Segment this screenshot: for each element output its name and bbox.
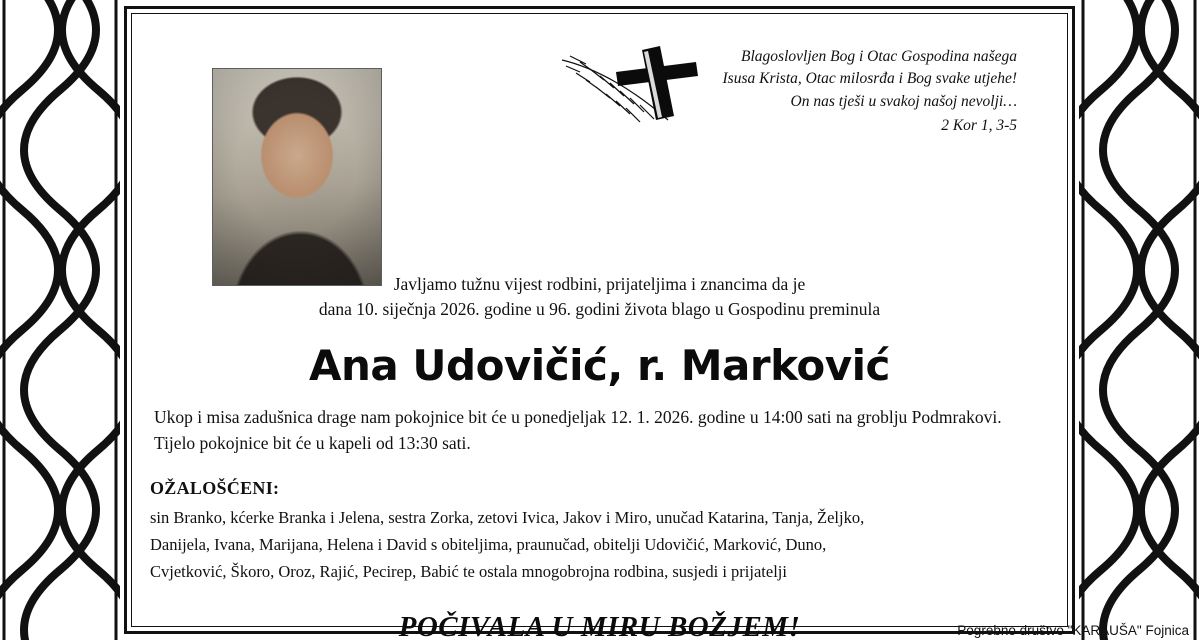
deceased-name: Ana Udovičić, r. Marković: [309, 340, 890, 390]
closing-message: POČIVALA U MIRU BOŽJEM!: [398, 611, 801, 640]
funeral-details: Ukop i misa zadušnica drage nam pokojnice bit će u ponedjeljak 12. 1. 2026. godine u 14:00 sati na groblju Podmrakovi. Tijelo pokojnice bit će u kapeli od 13:30 sati.: [154, 406, 1002, 453]
mourners-line-3: Cvjetković, Škoro, Oroz, Rajić, Pecirep, Babić te ostala mnogobrojna rodbina, susjedi i prijatelji: [150, 561, 787, 581]
funeral-company-credit: Pogrebno društvo "KARAUŠA" Fojnica: [957, 623, 1189, 638]
announcement-line-2: dana 10. siječnja 2026. godine u 96. godini života blago u Gospodinu preminula: [318, 299, 881, 320]
portrait-vignette: [213, 69, 381, 285]
mourners-heading: OŽALOŠĆENI:: [150, 478, 280, 499]
scripture-line-2: Isusa Krista, Otac milosrđa i Bog svake utjehe!: [722, 70, 1017, 88]
mourners-list: [150, 505, 1049, 585]
top-right-section: [382, 24, 1049, 138]
scripture-line-3: On nas tješi u svakoj našoj nevolji…: [790, 92, 1017, 110]
decorative-braid-left: [0, 0, 120, 640]
cross-icon: [556, 42, 756, 132]
cross-container: [408, 24, 1039, 116]
mourners-line-2: Danijela, Ivana, Marijana, Helena i David s obiteljima, praunučad, obitelji Udovičić, Marković, Duno,: [150, 534, 827, 554]
mourners-line-1: sin Branko, kćerke Branka i Jelena, sestra Zorka, zetovi Ivica, Jakov i Miro, unučad Katarina, Tanja, Željko,: [150, 508, 865, 528]
portrait-container: [212, 68, 382, 286]
scripture-reference: 2 Kor 1, 3-5: [941, 117, 1017, 135]
notice-card-inner: [131, 13, 1068, 640]
deceased-portrait: [212, 68, 382, 286]
scripture-line-1: Blagoslovljen Bog i Otac Gospodina našega: [741, 48, 1017, 65]
decorative-braid-right: [1079, 0, 1199, 640]
announcement-line-1: Javljamo tužnu vijest rodbini, prijateljima i znancima da je: [393, 274, 806, 294]
top-section: [150, 24, 1049, 246]
